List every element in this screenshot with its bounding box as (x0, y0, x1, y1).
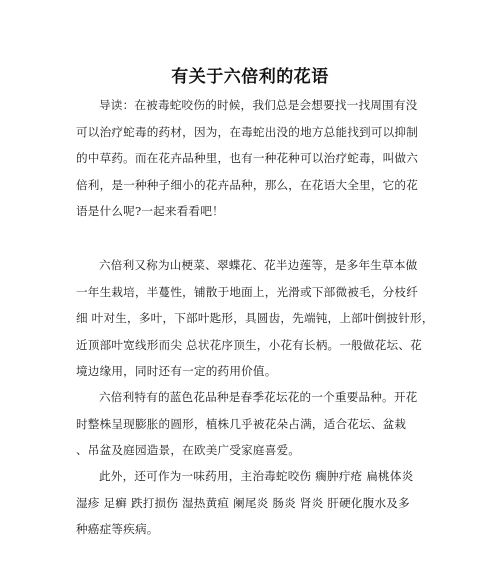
paragraph-line: 湿疹 足癣 跌打损伤 湿热黄疸 阑尾炎 肠炎 肾炎 肝硬化腹水及多 (76, 495, 410, 510)
paragraph-line: 近顶部叶宽线形而尖 总状花序顶生，小花有长柄。一般做花坛、花 (76, 337, 422, 352)
paragraph-line: 、吊盆及庭园造景，在欧美广受家庭喜爱。 (76, 443, 301, 457)
paragraph-line: 境边缘用，同时还有一定的药用价值。 (76, 364, 277, 378)
paragraph-line: 细 叶对生，多叶，下部叶匙形，具圆齿，先端钝，上部叶倒披针形， (76, 311, 434, 325)
paragraph-line: 可以治疗蛇毒的药材，因为，在毒蛇出没的地方总能找到可以抑制 (76, 124, 419, 139)
paragraph-intro (76, 92, 434, 225)
paragraph-line: 倍利，是一种种子细小的花卉品种，那么，在花语大全里，它的花 (76, 177, 419, 192)
paragraph-line: 语是什么呢?一起来看看吧！ (76, 204, 224, 218)
paragraph-line: 导读：在被毒蛇咬伤的时候，我们总是会想要找一找周围有没 (99, 98, 418, 112)
article-title: 有关于六倍利的花语 (171, 67, 329, 87)
paragraph-line: 种癌症等疾病。 (76, 522, 159, 536)
paragraph-blue-variety (76, 384, 434, 464)
paragraph-line: 六倍利特有的蓝色花品种是春季花坛花的一个重要品种。开花 (99, 390, 418, 404)
paragraph-line: 一年生栽培，半蔓性，铺散于地面上，光滑或下部微被毛，分枝纤 (76, 284, 419, 299)
paragraph-line: 此外，还可作为一味药用，主治毒蛇咬伤 瘸肿疔疮 扁桃体炎 (99, 469, 414, 483)
paragraph-line: 的中草药。而在花卉品种里，也有一种花种可以治疗蛇毒，叫做六 (76, 151, 419, 165)
paragraph-line: 六倍利又称为山梗菜、翠蝶花、花半边莲等，是多年生草本做 (99, 258, 418, 272)
paragraph-description (76, 252, 434, 385)
paragraph-line: 时整株呈现膨胀的圆形，植株几乎被花朵占满，适合花坛、盆栽 (76, 416, 407, 431)
paragraph-medicinal (76, 463, 434, 543)
